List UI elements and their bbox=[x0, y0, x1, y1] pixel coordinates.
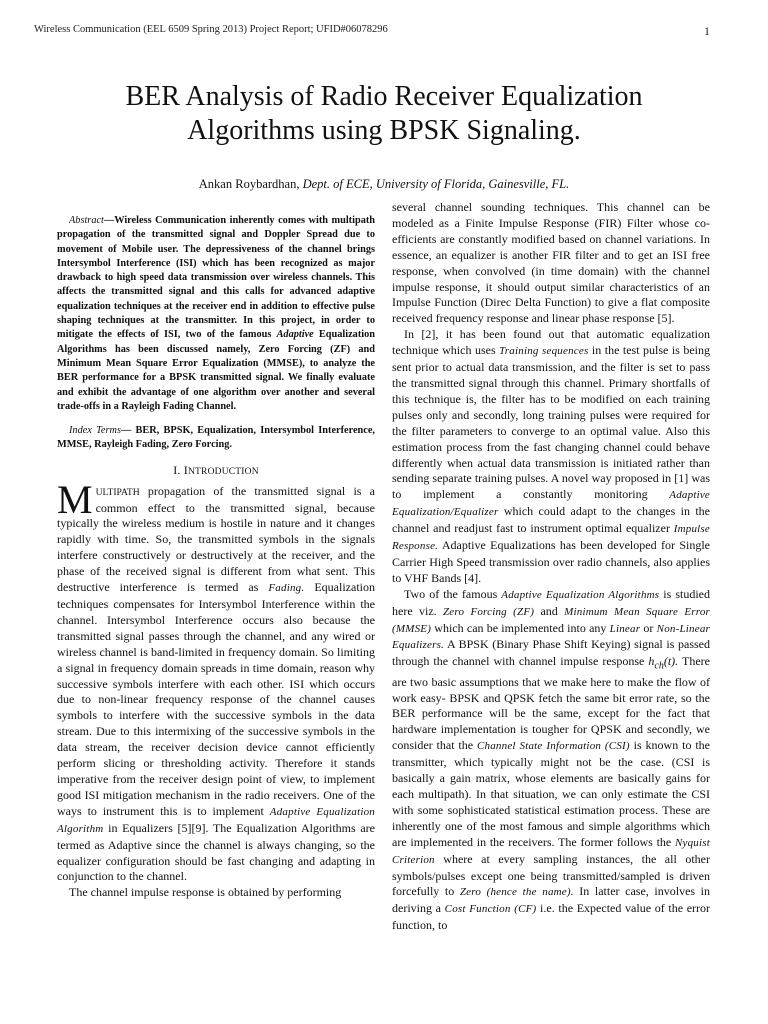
rp3-italic-6: Channel State Information (CSI) bbox=[476, 740, 630, 753]
math-subscript: ch bbox=[654, 660, 664, 672]
drop-cap: M bbox=[57, 476, 93, 522]
abstract-dash: — bbox=[103, 215, 115, 226]
running-header: Wireless Communication (EEL 6509 Spring 2013) Project Report; UFID#06078296 bbox=[34, 24, 388, 35]
abstract-italic: Adaptive bbox=[276, 329, 314, 341]
rp3-italic-2: Zero Forcing (ZF) bbox=[442, 605, 535, 618]
right-column bbox=[392, 200, 710, 934]
intro-text-b: Equalization techniques compensates for Intersymbol Interference within the channel. Intersymbol Interference occurs also because the transmitted signal passes through the channel, and any wired or wireless channel is band-limited in frequency domain. So limiting a signal in frequency domain spreads in time domain, reason why successive symbols interfere with each other. ISI which occurs due to non-linear frequency response of the channel causes symbols to interfere with the successive symbols in the data stream. Due to this intermixing of the successive symbols in the data stream, the receiver decision device cannot efficiently perform slicing or thresholding activity. Therefore it stands imperative from the receiver design point of view, to implement good ISI mitigation mechanism in the radio receivers. One of the ways to instrument this is to implement bbox=[57, 580, 375, 818]
intro-text-a: propagation of the transmitted signal is a common effect to the transmitted signal, because typically the wireless medium is hostile in nature and it changes rapidly with time. So, the transmitted symbols in the signals interfere constructively or destructively at the receiver, and the phase of the received signal is different from what sent. This destructive interference is termed as bbox=[57, 483, 375, 595]
math-h: h bbox=[648, 654, 655, 669]
rp3-text-j: In latter case, involves in deriving a bbox=[392, 884, 710, 916]
rp3-text-k: i.e. the Expected value of the error function, to bbox=[392, 901, 711, 933]
rp2-italic-1: Training sequences bbox=[499, 345, 589, 358]
section-heading-introduction bbox=[57, 463, 375, 481]
index-terms-dash: — bbox=[120, 425, 136, 437]
rp2-italic-3: Impulse Response. bbox=[392, 523, 710, 553]
abstract-lead: Abstract bbox=[69, 215, 104, 226]
intro-paragraph-1 bbox=[57, 476, 375, 886]
paper-title bbox=[40, 80, 728, 148]
index-terms-lead: Index Terms bbox=[69, 425, 121, 437]
right-paragraph-1: several channel sounding techniques. This channel can be modeled as a Finite Impulse Response (FIR) Filter whose co-efficients are constantly modified based on channel variations. In essence, an equalizer is another FIR filter and to get an ISI free response, when convolved (in time domain) with the channel impulse response, it should output similar characteristics of an Impulse Function (Direc Delta Function) to give a flat composite received frequency response and linear phase response [5]. bbox=[392, 200, 710, 326]
rp2-text-c: which could adapt to the changes in the channel and readjust fast to instrument optimal equalizer bbox=[392, 504, 710, 536]
author-affiliation: Dept. of ECE, University of Florida, Gainesville, FL. bbox=[302, 177, 570, 191]
section-number: I. I bbox=[173, 462, 188, 477]
rp3-italic-9: Cost Function (CF) bbox=[444, 903, 537, 916]
rp3-text-b: is studied here viz. bbox=[392, 586, 710, 618]
rp3-italic-3: Minimum Mean Square Error (MMSE) bbox=[392, 605, 710, 635]
rp3-italic-7: Nyquist Criterion bbox=[392, 836, 710, 866]
rp3-text-c: and bbox=[534, 603, 565, 618]
rp3-italic-8: Zero (hence the name). bbox=[459, 886, 574, 899]
section-title: NTRODUCTION bbox=[187, 466, 259, 477]
drop-cap-rest: ULTIPATH bbox=[95, 486, 140, 498]
page-number: 1 bbox=[704, 24, 710, 38]
rp3-text-e: or bbox=[640, 620, 657, 635]
intro-italic-2: Adaptive Equalization Algorithm bbox=[57, 805, 375, 835]
right-paragraph-3 bbox=[392, 587, 710, 934]
rp2-text-b: in the test pulse is being sent prior to actual data transmission, and the filter is set to pass the transmitted signal through this channel. Primary shortfalls of this technique is, the filter has to be modified on each training pulses only and secondly, long training pulses were required for the filter parameters to converge to an optimal value. Also this estimation process from the fast changing channel could behave differently when actual data transmission is initiated rather than sending separate training pulses. A novel way proposed in [1] was to implement a constantly monitoring bbox=[392, 343, 710, 502]
abstract-text-1: Wireless Communication inherently comes with multipath propagation of the transmitted signal and Doppler Spread due to movement of Mobile user. The depressiveness of the channel brings Intersymbol Interference (ISI) which has been recognized as major drawback to high speed data transmission over wireless channels. This affects the transmitted signal and this calls for advanced adaptive equalization techniques at the receiver end in addition to effective pulse shaping techniques at the transmitter. In this project, in order to mitigate the effects of ISI, two of the famous bbox=[57, 215, 375, 341]
math-h-ch bbox=[648, 654, 679, 672]
intro-italic-1: Fading. bbox=[268, 582, 305, 595]
rp3-text-d: which can be implemented into any bbox=[431, 620, 610, 635]
rp3-text-f: A BPSK (Binary Phase Shift Keying) signal is passed through the channel with channel impulse response bbox=[392, 637, 710, 669]
left-column bbox=[57, 200, 375, 901]
abstract-text-2: Equalization Algorithms has been discussed namely, Zero Forcing (ZF) and Minimum Mean Square Error Equalization (MMSE), to analyze the BER performance for a BPSK transmitted signal. We finally evaluate and exhibit the advantage of one algorithm over another and several trade-offs in a Rayleigh Fading Channel. bbox=[57, 329, 375, 412]
index-terms-text: BER, BPSK, Equalization, Intersymbol Interference, MMSE, Rayleigh Fading, Zero Forcing. bbox=[57, 425, 375, 451]
rp3-text-i: where at every sampling instances, the all other symbols/pulses except one being transmitted/sampled is driven forcefully to bbox=[392, 851, 710, 899]
right-paragraph-2 bbox=[392, 327, 710, 587]
rp3-text-g: There are two basic assumptions that we make here to make the flow of work easy- BPSK and QPSK fetch the same bit error rate, so the BER performance will be the same, except for the fact that hardware implementation is tougher for QPSK and secondly, we consider that the bbox=[392, 654, 710, 753]
intro-text-c: in Equalizers [5][9]. The Equalization Algorithms are termed as Adaptive since the channel is always changing, so the equalizer configuration should be fast changing and adapting in conjunction to the channel. bbox=[57, 820, 375, 884]
title-line-2: Algorithms using BPSK Signaling. bbox=[187, 115, 581, 146]
rp3-text-h: is known to the transmitter, which typically might not be the case. (CSI is basically a gain matrix, whose elements are basically gains for each multipath). In that situation, we can only estimate the CSI with some sophisticated statistical estimation process. These are inherently one of the most famous and simple algorithms which are implemented in the receivers. The former follows the bbox=[392, 738, 710, 849]
title-line-1: BER Analysis of Radio Receiver Equalization bbox=[125, 81, 643, 112]
rp2-italic-2: Adaptive Equalization/Equalizer bbox=[392, 489, 710, 519]
rp3-text-a: Two of the famous bbox=[404, 586, 502, 601]
math-arg: (t). bbox=[663, 654, 679, 669]
rp2-text-d: Adaptive Equalizations has been developed for Single Carrier High Speed transmission over radio channels, also applies to VHF Bands [4]. bbox=[392, 538, 710, 585]
rp3-italic-4: Linear bbox=[609, 622, 641, 635]
intro-paragraph-2: The channel impulse response is obtained by performing bbox=[69, 885, 342, 900]
rp2-text-a: In [2], it has been found out that automatic equalization technique which uses bbox=[392, 327, 710, 358]
abstract bbox=[57, 214, 375, 414]
rp3-italic-5: Non-Linear Equalizers. bbox=[392, 622, 711, 652]
rp3-italic-1: Adaptive Equalization Algorithms bbox=[501, 588, 660, 601]
author-name: Ankan Roybardhan, bbox=[198, 177, 300, 191]
author-line bbox=[40, 177, 728, 192]
index-terms bbox=[57, 424, 375, 453]
